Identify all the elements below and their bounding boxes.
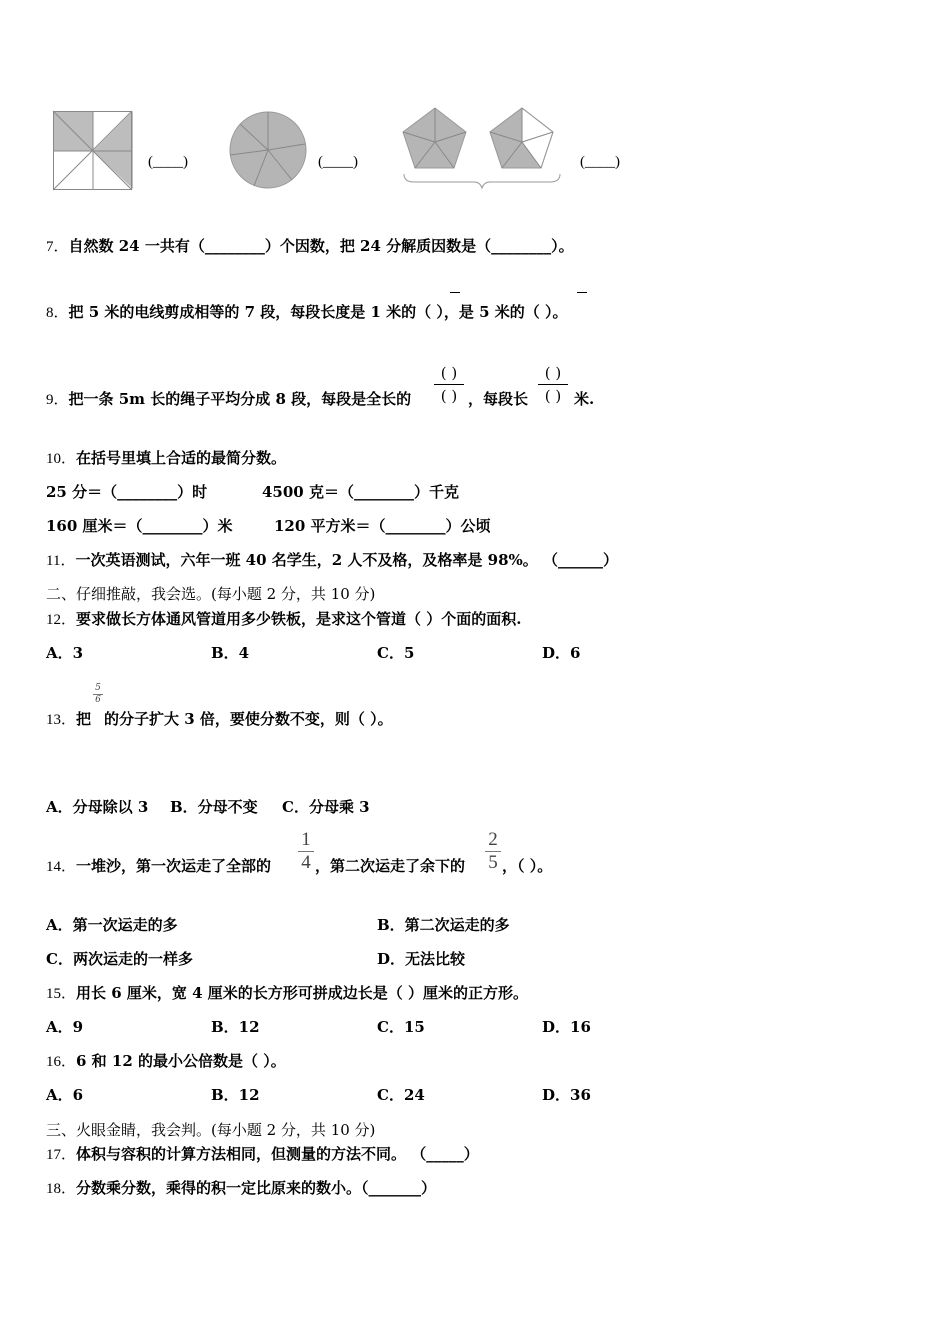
question-12-number: 12． — [46, 612, 77, 628]
figure2-answer-blank: (____) — [318, 154, 358, 170]
question-8-text: 把 5 米的电线剪成相等的 7 段，每段长度是 1 米的（ ），是 5 米的（ ）。 — [68, 303, 568, 321]
question-18 — [46, 1178, 436, 1199]
question-10-item-3: 160 厘米＝（________）米 — [46, 517, 233, 535]
question-13-fraction — [93, 683, 103, 706]
question-14-option-a: A．第一次运走的多 — [46, 916, 178, 934]
question-13-option-a: A．分母除以 3 — [46, 798, 149, 816]
question-14-text-2: ，第二次运走了余下的 — [315, 857, 466, 875]
question-13 — [46, 709, 91, 730]
question-17-text: 体积与容积的计算方法相同，但测量的方法不同。 （_____） — [76, 1145, 479, 1163]
figure1-answer-blank: (____) — [148, 154, 188, 170]
question-9-fraction-1-denominator: ( ) — [434, 384, 464, 407]
question-9-text-2: ，每段长 — [468, 390, 529, 408]
question-7-text: 自然数 24 一共有（________）个因数，把 24 分解质因数是（________）。 — [68, 237, 574, 255]
question-16 — [46, 1051, 286, 1072]
question-9-text-1: 把一条 5m 长的绳子平均分成 8 段，每段是全长的 — [68, 390, 412, 408]
question-14-text-1: 一堆沙，第一次运走了全部的 — [76, 857, 272, 875]
question-16-text: 6 和 12 的最小公倍数是（ ）。 — [76, 1052, 286, 1070]
question-13-option-c: C．分母乘 3 — [282, 798, 370, 816]
question-14-option-c: C．两次运走的一样多 — [46, 950, 193, 968]
question-18-number: 18． — [46, 1181, 77, 1197]
section-2-heading: 二、仔细推敲，我会选。(每小题 2 分，共 10 分) — [46, 585, 376, 603]
question-13-fraction-denominator: 6 — [93, 694, 103, 706]
question-17-number: 17． — [46, 1147, 77, 1163]
question-9-text-3: 米. — [574, 390, 595, 408]
question-11 — [46, 550, 618, 571]
question-12-text: 要求做长方体通风管道用多少铁板，是求这个管道（ ）个面的面积. — [76, 610, 522, 628]
question-13-number: 13． — [46, 712, 77, 728]
question-9-fraction-1-numerator: ( ) — [440, 364, 458, 382]
question-9-fraction-2 — [538, 362, 568, 407]
question-15-option-b: B．12 — [211, 1018, 260, 1036]
section-3-heading: 三、火眼金睛，我会判。(每小题 2 分，共 10 分) — [46, 1121, 376, 1139]
question-15-number: 15． — [46, 986, 77, 1002]
question-10-item-1: 25 分＝（________）时 — [46, 483, 208, 501]
question-16-option-d: D．36 — [542, 1086, 591, 1104]
question-13-fraction-numerator: 5 — [95, 683, 101, 693]
question-14-fraction-2-numerator: 2 — [488, 829, 498, 850]
question-14-fraction-1-numerator: 1 — [301, 829, 311, 850]
question-12-option-c: C．5 — [377, 644, 415, 662]
question-8 — [46, 302, 568, 323]
question-10-item-2: 4500 克＝（________）千克 — [262, 483, 459, 501]
question-8-fraction-bar-1 — [450, 292, 460, 293]
question-13-text-1: 把 — [76, 710, 92, 728]
question-14-option-d: D．无法比较 — [377, 950, 466, 968]
question-10-item-4: 120 平方米＝（________）公顷 — [274, 517, 491, 535]
question-14-fraction-1-denominator: 4 — [298, 851, 314, 874]
question-9-number: 9． — [46, 392, 69, 408]
question-16-option-b: B．12 — [211, 1086, 260, 1104]
question-9 — [46, 389, 411, 410]
question-9-fraction-2-denominator: ( ) — [538, 384, 568, 407]
question-13-text-2: 的分子扩大 3 倍，要使分数不变，则（ ）。 — [104, 710, 393, 728]
question-8-fraction-bar-2 — [577, 292, 587, 293]
question-14 — [46, 856, 271, 877]
question-18-text: 分数乘分数，乘得的积一定比原来的数小。（_______） — [76, 1179, 437, 1197]
question-15-option-a: A．9 — [46, 1018, 84, 1036]
question-14-text-3: ，（ ）。 — [502, 857, 553, 875]
question-7-number: 7． — [46, 239, 69, 255]
question-10-text: 在括号里填上合适的最简分数。 — [76, 449, 287, 467]
question-15-option-c: C．15 — [377, 1018, 425, 1036]
question-17 — [46, 1144, 479, 1165]
question-11-number: 11． — [46, 553, 76, 569]
question-14-option-b: B．第二次运走的多 — [377, 916, 510, 934]
question-10-number: 10． — [46, 451, 77, 467]
square-pinwheel-figure — [53, 111, 133, 191]
question-7 — [46, 236, 574, 257]
question-9-fraction-2-numerator: ( ) — [544, 364, 562, 382]
question-16-option-c: C．24 — [377, 1086, 425, 1104]
question-12-option-b: B．4 — [211, 644, 250, 662]
question-12-option-d: D．6 — [542, 644, 581, 662]
question-14-fraction-1 — [298, 829, 314, 874]
figure3-answer-blank: (____) — [580, 154, 620, 170]
question-15 — [46, 983, 528, 1004]
pentagons-figure — [400, 106, 565, 192]
question-14-fraction-2-denominator: 5 — [485, 851, 501, 874]
question-8-number: 8． — [46, 305, 69, 321]
question-12-option-a: A．3 — [46, 644, 84, 662]
question-16-option-a: A．6 — [46, 1086, 84, 1104]
question-14-number: 14． — [46, 859, 77, 875]
circle-divided-figure — [229, 111, 309, 191]
question-15-option-d: D．16 — [542, 1018, 591, 1036]
question-15-text: 用长 6 厘米，宽 4 厘米的长方形可拼成边长是（ ）厘米的正方形。 — [76, 984, 529, 1002]
question-12 — [46, 609, 521, 630]
question-10 — [46, 448, 286, 469]
question-11-text: 一次英语测试，六年一班 40 名学生，2 人不及格，及格率是 98%。 （______） — [75, 551, 619, 569]
question-14-fraction-2 — [485, 829, 501, 874]
question-16-number: 16． — [46, 1054, 77, 1070]
question-13-option-b: B．分母不变 — [170, 798, 258, 816]
question-9-fraction-1 — [434, 362, 464, 407]
